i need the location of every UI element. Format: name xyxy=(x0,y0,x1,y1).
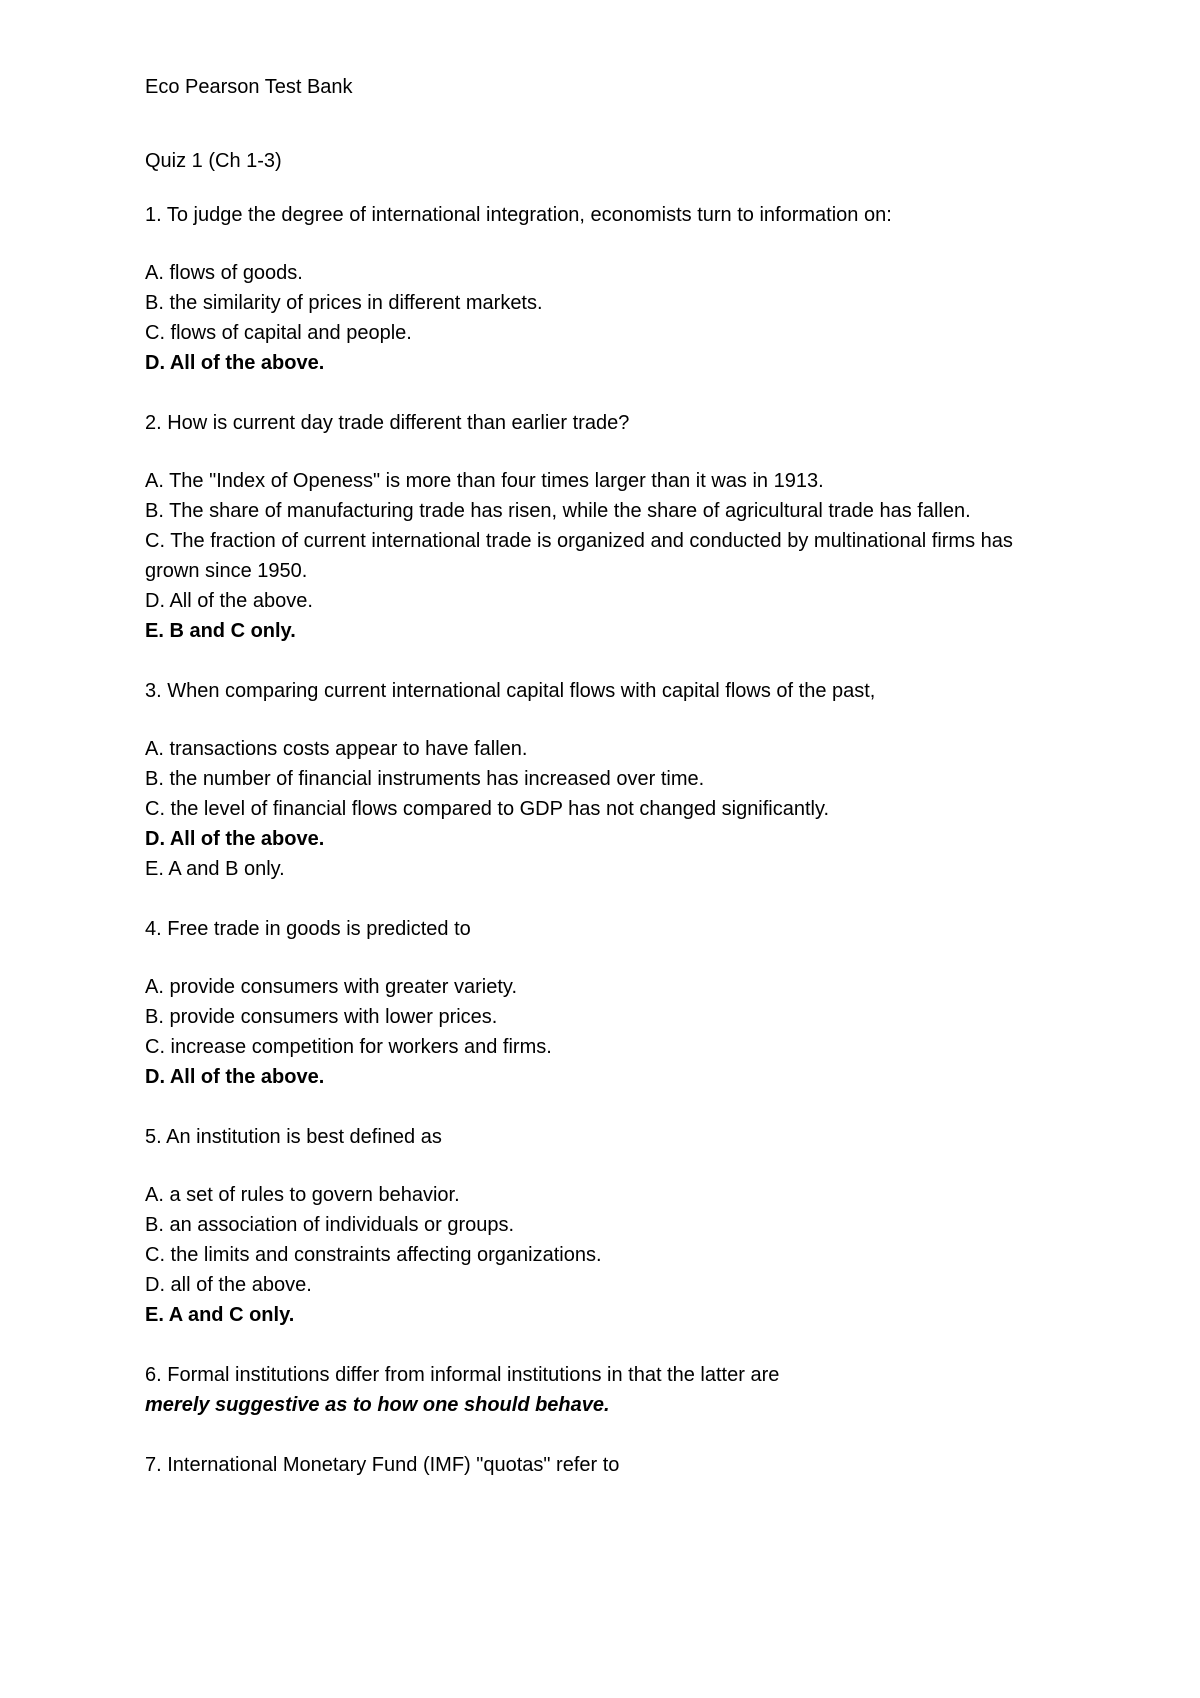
question-block xyxy=(145,1122,1065,1330)
option-list xyxy=(145,466,1065,646)
question-block xyxy=(145,676,1065,884)
question-block xyxy=(145,914,1065,1092)
answer-option: E. A and B only. xyxy=(145,858,285,880)
answer-option: A. provide consumers with greater variety. xyxy=(145,976,518,998)
correct-answer-option: D. All of the above. xyxy=(145,352,325,374)
question-6-text: 6. Formal institutions differ from informal institutions in that the latter are xyxy=(145,1364,780,1386)
question-6 xyxy=(145,1360,1065,1420)
correct-answer-option: E. B and C only. xyxy=(145,620,296,642)
correct-answer-option: E. A and C only. xyxy=(145,1304,295,1326)
question-text: 3. When comparing current international capital flows with capital flows of the past, xyxy=(145,680,876,702)
answer-option: A. The "Index of Openess" is more than four times larger than it was in 1913. xyxy=(145,470,824,492)
option-list xyxy=(145,734,1065,884)
answer-option: D. All of the above. xyxy=(145,590,313,612)
document-page xyxy=(145,72,1065,1480)
answer-option: A. a set of rules to govern behavior. xyxy=(145,1184,460,1206)
option-list xyxy=(145,972,1065,1092)
quiz-title: Quiz 1 (Ch 1-3) xyxy=(145,150,282,172)
question-block xyxy=(145,408,1065,646)
answer-option: C. flows of capital and people. xyxy=(145,322,412,344)
answer-option: B. the similarity of prices in different markets. xyxy=(145,292,543,314)
answer-option: C. the level of financial flows compared to GDP has not changed significantly. xyxy=(145,798,830,820)
correct-answer-option: D. All of the above. xyxy=(145,1066,325,1088)
answer-option: B. The share of manufacturing trade has risen, while the share of agricultural trade has fallen. xyxy=(145,500,971,522)
document-title: Eco Pearson Test Bank xyxy=(145,76,353,98)
question-text: 4. Free trade in goods is predicted to xyxy=(145,918,471,940)
question-text: 1. To judge the degree of international integration, economists turn to information on: xyxy=(145,204,892,226)
answer-option: B. provide consumers with lower prices. xyxy=(145,1006,498,1028)
answer-option: B. an association of individuals or groups. xyxy=(145,1214,515,1236)
option-list xyxy=(145,1180,1065,1330)
answer-option: A. flows of goods. xyxy=(145,262,303,284)
correct-answer-option: D. All of the above. xyxy=(145,828,325,850)
question-text: 2. How is current day trade different than earlier trade? xyxy=(145,412,630,434)
question-7 xyxy=(145,1450,1065,1480)
answer-option: C. the limits and constraints affecting organizations. xyxy=(145,1244,602,1266)
question-6-answer: merely suggestive as to how one should behave. xyxy=(145,1394,610,1416)
answer-option: C. increase competition for workers and firms. xyxy=(145,1036,552,1058)
question-block xyxy=(145,200,1065,378)
question-text: 5. An institution is best defined as xyxy=(145,1126,442,1148)
question-list xyxy=(145,200,1065,1330)
answer-option: A. transactions costs appear to have fallen. xyxy=(145,738,528,760)
answer-option: D. all of the above. xyxy=(145,1274,312,1296)
answer-option: B. the number of financial instruments has increased over time. xyxy=(145,768,705,790)
question-7-text: 7. International Monetary Fund (IMF) "quotas" refer to xyxy=(145,1454,620,1476)
option-list xyxy=(145,258,1065,378)
answer-option: C. The fraction of current international trade is organized and conducted by multinational firms has grown since 1950. xyxy=(145,530,1019,582)
